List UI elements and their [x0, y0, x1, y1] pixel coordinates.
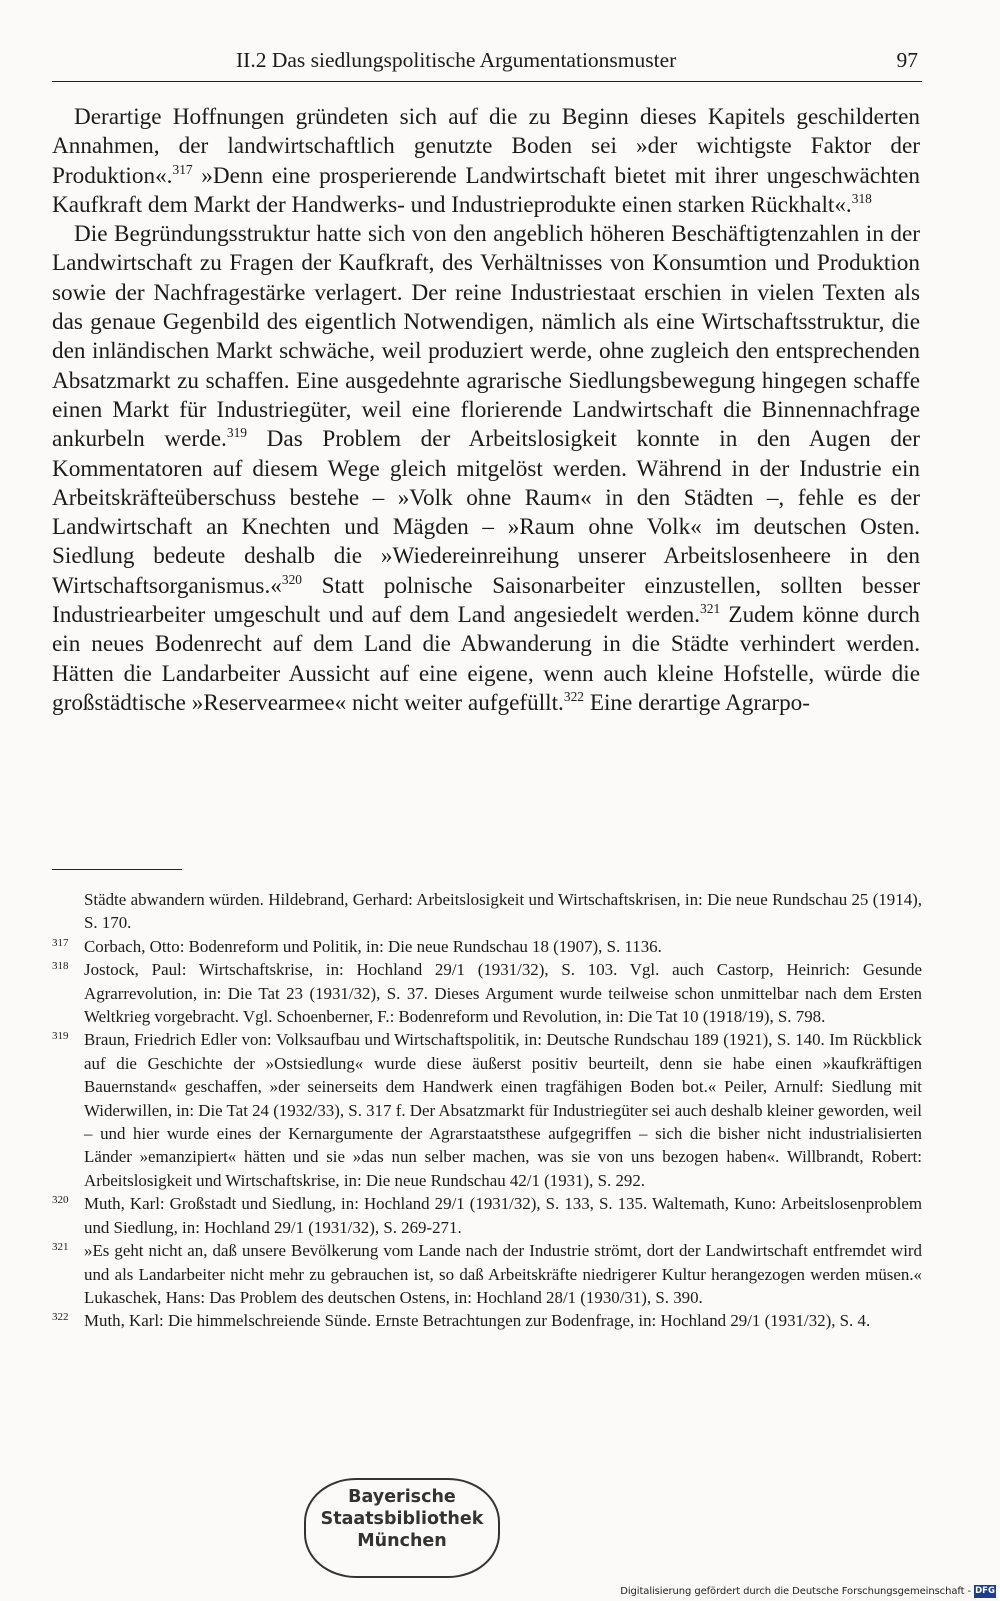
- footnote-ref-319: 319: [226, 425, 247, 441]
- footnote-ref-322: 322: [563, 688, 585, 704]
- footnote-319: [52, 1028, 922, 1192]
- running-title: II.2 Das siedlungspolitische Argumentationsmuster: [236, 48, 677, 72]
- digitization-credit: Digitalisierung gefördert durch die Deutsche Forschungsgemeinschaft -: [620, 1586, 971, 1597]
- footnote-continuation: [52, 888, 922, 935]
- footnote-rule: [52, 869, 182, 870]
- footnote-ref-317: 317: [172, 161, 193, 177]
- footnote-ref-320: 320: [281, 571, 302, 587]
- footnote-text: Muth, Karl: Großstadt und Siedlung, in: Hochland 29/1 (1931/32), S. 133, S. 135. Waltemath, Kuno: Arbeitslosenproblem und Siedlung, in: Hochland 29/1 (1931/32), S. 269-271.: [84, 1194, 922, 1237]
- footnote-318: [52, 958, 922, 1028]
- main-text: [52, 103, 920, 718]
- dfg-logo: DFG: [975, 1586, 995, 1596]
- footnote-317: [52, 935, 922, 958]
- footnote-number: 321: [52, 1241, 69, 1254]
- stamp-line-2: Staatsbibliothek: [320, 1509, 484, 1529]
- footnote-number: 320: [52, 1194, 69, 1207]
- paragraph-2: [52, 220, 920, 718]
- paragraph-2-text-1: Die Begründungsstruktur hatte sich von den angeblich höheren Beschäftigtenzahlen in der Landwirtschaft zu Fragen der Kaufkraft, des Verhältnisses von Konsumtion und Produktion sowie der Nachfragestärke verlagert. Der reine Industriestaat erschien in vielen Texten als das genaue Gegenbild des eigentlich Notwendigen, nämlich als eine Wirtschaftsstruktur, die den inländischen Markt schwäche, weil produziert werde, ohne zugleich den entsprechenden Absatzmarkt zu schaffen. Eine ausgedehnte agrarische Siedlungsbewegung hingegen schaffe einen Markt für Industriegüter, weil eine florierende Landwirtschaft die Binnennachfrage ankurbeln werde.: [52, 221, 920, 453]
- page-number: 97: [896, 48, 918, 72]
- footnote-text: »Es geht nicht an, daß unsere Bevölkerung vom Lande nach der Industrie strömt, dort der Landwirtschaft entfremdet wird und als Landarbeiter nicht mehr zu gebrauchen ist, so daß Arbeitskräfte niedrigerer Kultur herangezogen werden müsen.« Lukaschek, Hans: Das Problem des deutschen Ostens, in: Hochland 28/1 (1930/31), S. 390.: [84, 1241, 922, 1307]
- header-rule: [52, 81, 922, 82]
- footnote-number: 318: [52, 960, 69, 973]
- stamp-line-1: Bayerische: [348, 1487, 456, 1507]
- stamp-line-3: München: [357, 1531, 447, 1551]
- footnote-text: Braun, Friedrich Edler von: Volksaufbau und Wirtschaftspolitik, in: Deutsche Rundschau 189 (1921), S. 140. Im Rückblick auf die Geschichte der »Ostsiedlung« wurde diese äußerst positiv beurteilt, denn sie habe einen »kaufkräftigen Bauernstand« geschaffen, »der seinerseits dem Handwerk einen tragfähigen Boden bot.« Peiler, Arnulf: Siedlung mit Widerwillen, in: Die Tat 24 (1932/33), S. 317 f. Der Absatzmarkt für Industriegüter sei auch deshalb kleiner geworden, weil – und hier wurde eines der Kernargumente der Agrarstaatsthese aufgegriffen – sich die bisher nicht industrialisierten Länder »emanzipiert« hätten und sie »das nun selber machen, was sie von uns bezogen haben«. Willbrandt, Robert: Arbeitslosigkeit und Wirtschaftskrise, in: Die neue Rundschau 42/1 (1931), S. 292.: [84, 1030, 922, 1190]
- footnotes: [52, 888, 922, 1333]
- footnote-number: 317: [52, 936, 69, 949]
- paragraph-2-text-5: Eine derartige Agrarpo-: [584, 689, 810, 716]
- footnote-text: Corbach, Otto: Bodenreform und Politik, in: Die neue Rundschau 18 (1907), S. 1136.: [84, 936, 662, 956]
- paragraph-2-text-2: Das Problem der Arbeitslosigkeit konnte in den Augen der Kommentatoren auf diesem Wege gleich mitgelöst werden. Während in der Industrie ein Arbeitskräfteüberschuss bestehe – »Volk ohne Raum« in den Städten –, fehle es der Landwirtschaft an Knechten und Mägden – »Raum ohne Volk« im deutschen Osten. Siedlung bedeute deshalb die »Wiedereinreihung unserer Arbeitslosenheere in den Wirtschaftsorganismus.«: [52, 426, 920, 599]
- paragraph-1-text-1: Derartige Hoffnungen gründeten sich auf die zu Beginn dieses Kapitels geschilderten Annahmen, der landwirtschaftlich genutzte Boden sei »der wichtigste Faktor der Produktion«.: [52, 104, 920, 189]
- paragraph-2-text-3: Statt polnische Saisonarbeiter einzustellen, sollten besser Industriearbeiter umgeschult und auf dem Land angesiedelt werden.: [52, 572, 920, 629]
- footnote-ref-321: 321: [700, 600, 721, 616]
- footnote-322: [52, 1309, 922, 1332]
- paragraph-1-text-2: »Denn eine prosperierende Landwirtschaft bietet mit ihrer ungeschwächten Kaufkraft dem Markt der Handwerks- und Industrieprodukte einen starken Rückhalt«.: [52, 162, 920, 218]
- paragraph-2-text-4: Zudem könne durch ein neues Bodenrecht auf dem Land die Abwanderung in die Städte verhindert werden. Hätten die Landarbeiter Aussicht auf eine eigene, wenn auch kleine Hofstelle, würde die großstädtische »Reservearmee« nicht weiter aufgefüllt.: [52, 602, 920, 716]
- footnote-ref-318: 318: [851, 190, 872, 206]
- footnote-text: Jostock, Paul: Wirtschaftskrise, in: Hochland 29/1 (1931/32), S. 103. Vgl. auch Castorp, Heinrich: Gesunde Agrarrevolution, in: Die Tat 23 (1931/32), S. 37. Dieses Argument wurde teilweise schon unmittelbar nach dem Ersten Weltkrieg vorgebracht. Vgl. Schoenberner, F.: Bodenreform und Revolution, in: Die Tat 10 (1918/19), S. 798.: [84, 960, 922, 1027]
- footnote-number: 322: [52, 1311, 69, 1324]
- footnote-321: [52, 1239, 922, 1309]
- footnote-continuation-text: Städte abwandern würden. Hildebrand, Gerhard: Arbeitslosigkeit und Wirtschaftskrisen, in: Die neue Rundschau 25 (1914), S. 170.: [84, 890, 922, 933]
- footnote-text: Muth, Karl: Die himmelschreiende Sünde. Ernste Betrachtungen zur Bodenfrage, in: Hochland 29/1 (1931/32), S. 4.: [84, 1311, 871, 1331]
- footnote-number: 319: [52, 1030, 69, 1043]
- library-stamp: [304, 1478, 500, 1578]
- paragraph-1: [52, 103, 920, 220]
- running-header: [52, 48, 922, 80]
- footnote-320: [52, 1192, 922, 1239]
